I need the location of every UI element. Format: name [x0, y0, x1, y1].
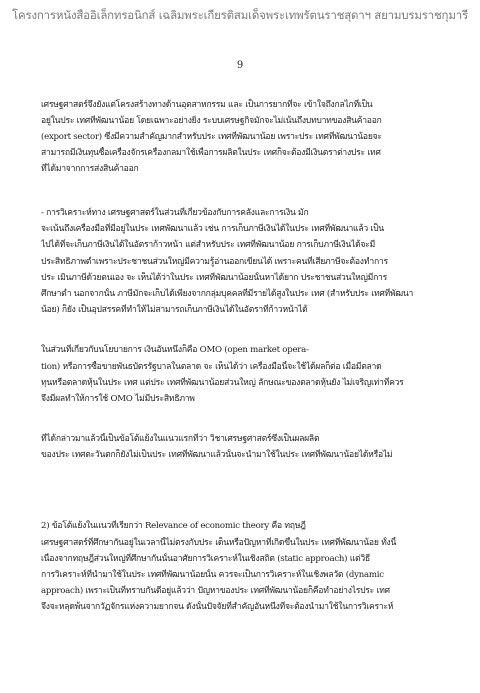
paragraph-1-line-4: สามารถมีเงินทุนซื้อเครื่องจักรเครื่องกลมาใช้เพื่อการผลิตในประ เทศก็จะต้องมีเงินตราต่างประ เทศ: [41, 148, 381, 158]
paragraph-2-line-1: - การวิเคราะห์ทาง เศรษฐศาสตร์ในส่วนที่เกี่ยวข้องกับการคลังและการเงิน มัก: [41, 208, 309, 218]
paragraph-1-line-2: อยู่ในประ เทศที่พัฒนาน้อย โดยเฉพาะอย่างยิ่ง ระบบเศรษฐกิจมักจะไม่เน้นถึงบทบาทของสินค้าออก: [41, 116, 382, 126]
paragraph-3-line-3: ทุนหรือตลาดหุ้นในประ เทศ แต่ประ เทศที่พัฒนาน้อยส่วนใหญ่ ลักษณะของตลาดหุ้นยัง ไม่เจริญเท่าที่ควร: [41, 378, 404, 388]
paragraph-2-line-5: ประ เมินภาษีด้วยตนเอง จะ เห็นได้ว่าในประ เทศที่พัฒนาน้อยนั้นหาได้ยาก ประชาชนส่วนใหญ่มีการ: [41, 273, 387, 283]
paragraph-4-line-1: ที่ได้กล่าวมาแล้วนี้เป็นข้อโต้แย้งในแนวแรกที่ว่า วิชาเศรษฐศาสตร์ซึ่งเป็นผลผลิต: [41, 434, 320, 444]
paragraph-5-line-4: การวิเคราะห์ที่นำมาใช้ในประ เทศที่พัฒนาน้อยนั้น ควรจะเป็นการวิเคราะห์ในเชิงพลวัต (dynamic: [41, 570, 384, 580]
paragraph-1-line-1: เศรษฐศาสตร์จึงยังแต่โครงสร้างทางด้านอุตสาหกรรม และ เป็นการยากที่จะ เข้าใจถึงกลไกที่เป็น: [41, 100, 373, 110]
paragraph-3-line-1: ในส่วนที่เกี่ยวกับนโยบายการ เงินอันหนึ่งก็คือ OMO (open market opera-: [41, 345, 309, 355]
paragraph-5-line-2: เศรษฐศาสตร์ที่ศึกษากันอยู่ในเวลานี้ไม่ตรงกับประ เด็นหรือปัญหาที่เกิดขึ้นในประ เทศที่พัฒนาน้อย ทั้งนี้: [41, 538, 397, 548]
page-number: 9: [236, 60, 244, 71]
paragraph-3-line-4: จึงมีผลทำให้การใช้ OMO ไม่มีประสิทธิภาพ: [41, 394, 195, 404]
paragraph-1-line-3: (export sector) ซึ่งมีความสำคัญมากสำหรับประ เทศที่พัฒนาน้อย เพราะประ เทศที่พัฒนาน้อยจะ: [41, 132, 382, 142]
paragraph-2-line-6: ศึกษาต่ำ นอกจากนั้น ภาษีมักจะเก็บได้เพียงจากกลุ่มบุคคลที่มีรายได้สูงในประ เทศ (สำหรับประ เทศที่พัฒนา: [41, 289, 414, 299]
paragraph-5-line-5: approach) เพราะเป็นที่ทราบกันดีอยู่แล้วว่า ปัญหาของประ เทศที่พัฒนาน้อยก็คือทำอย่างไรประ เทศ: [41, 586, 390, 596]
paragraph-3-line-2: tion) หรือการซื้อขายพันธบัตรรัฐบาลในตลาด จะ เห็นได้ว่า เครื่องมือนี้จะใช้ได้ผลก็ต่อ เมื่อมีตลาด: [41, 362, 382, 372]
paragraph-5-line-3: เนื่องจากทฤษฎีส่วนใหญ่ที่ศึกษากันนั้นอาศัยการวิเคราะห์ในเชิงสถิต (static approach) แต่วิธี: [41, 554, 370, 564]
paragraph-5-line-6: จึงจะหลุดพ้นจากวัฏจักรแห่งความยากจน ดังนั้นปัจจัยที่สำคัญอันหนึ่งที่จะต้องนำมาใช้ในการวิเคราะห์: [41, 602, 394, 612]
book-series-header: โครงการหนังสืออิเล็กทรอนิกส์ เฉลิมพระเกียรติสมเด็จพระเทพรัตนราชสุดาฯ สยามบรมราชกุมารี: [12, 8, 468, 22]
paragraph-5-line-1: 2) ข้อโต้แย้งในแนวที่เรียกว่า Relevance of economic theory คือ ทฤษฎี: [41, 521, 306, 531]
paragraph-4-line-2: ของประ เทศตะวันตกก็ยังไม่เป็นประ เทศที่พัฒนาแล้วนั้นจะนำมาใช้ในประ เทศที่พัฒนาน้อยได้หรือไม่: [41, 450, 393, 460]
paragraph-2-line-7: น้อย) ก็ยัง เป็นอุปสรรคที่ทำให้ไม่สามารถเก็บภาษีเงินได้ในอัตราที่ก้าวหน้าได้: [41, 305, 308, 315]
paragraph-2-line-2: จะเน้นถึงเครื่องมือที่มีอยู่ในประ เทศพัฒนาแล้ว เช่น การเก็บภาษีเงินได้ในประ เทศที่พัฒนาแล้ว เป็น: [41, 224, 384, 234]
paragraph-2-line-4: ประสิทธิภาพต่ำเพราะประชาชนส่วนใหญ่มีความรู้อ่านออกเขียนได้ เพราะคนที่เสียภาษีจะต้องทำการ: [41, 257, 388, 267]
paragraph-1-line-5: ที่ได้มาจากการส่งสินค้าออก: [41, 164, 139, 174]
paragraph-2-line-3: ไปได้ที่จะเก็บภาษีเงินได้ในอัตราก้าวหน้า แต่สำหรับประ เทศที่พัฒนาน้อย การเก็บภาษีเงินได้จะมี: [41, 240, 375, 250]
